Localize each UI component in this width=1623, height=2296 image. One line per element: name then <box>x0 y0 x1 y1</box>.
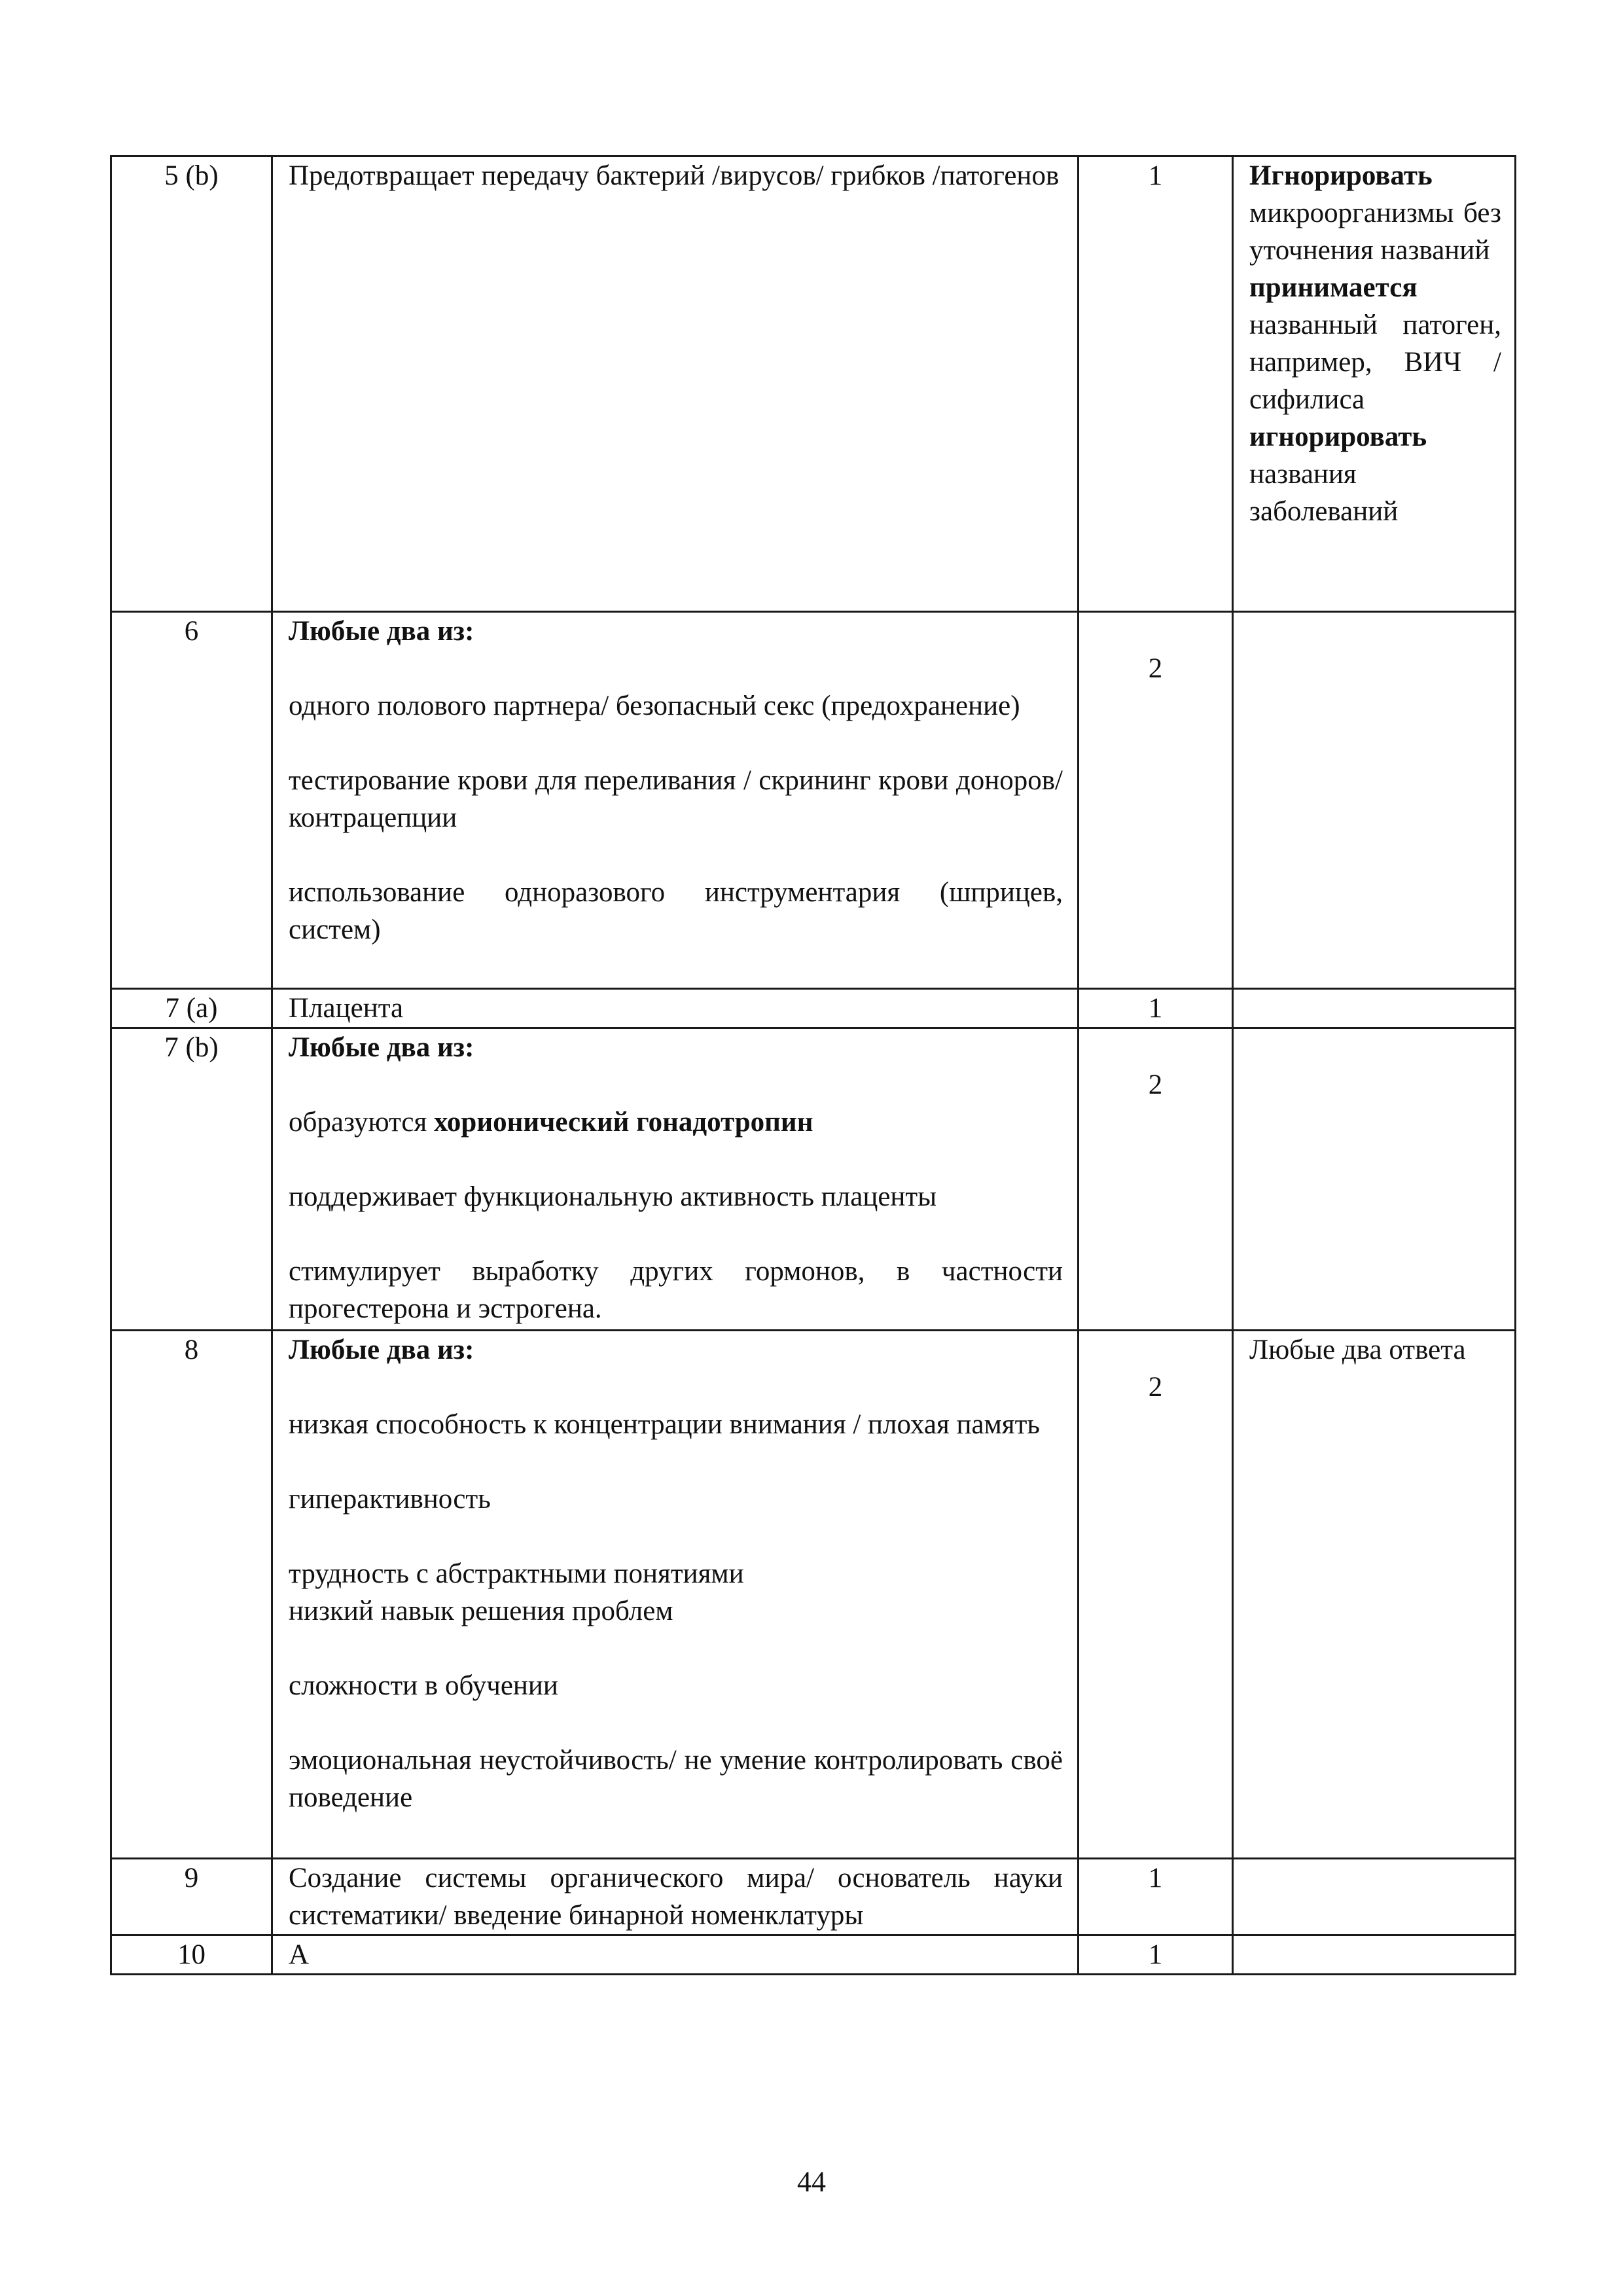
marking-scheme-table <box>110 155 1516 1975</box>
guidance-cell <box>1233 1859 1516 1935</box>
table-row <box>111 1028 1516 1331</box>
table-row <box>111 989 1516 1028</box>
table-row <box>111 612 1516 989</box>
guidance-cell <box>1233 989 1516 1028</box>
guidance-cell <box>1233 1331 1516 1859</box>
answer-item: тестирование крови для переливания / скрининг крови доноров/ контрацепции <box>289 765 1063 833</box>
points-cell <box>1079 1028 1233 1331</box>
table-row <box>111 1331 1516 1859</box>
points-cell: 1 <box>1079 989 1233 1028</box>
answer-item: низкий навык решения проблем <box>289 1596 673 1626</box>
answer-cell <box>272 989 1079 1028</box>
question-number: 10 <box>111 1935 272 1975</box>
guidance-text: Любые два ответа <box>1249 1335 1466 1365</box>
points-value: 2 <box>1148 1069 1163 1100</box>
page-number: 44 <box>797 2166 826 2198</box>
answer-text: Предотвращает передачу бактерий /вирусов/ грибков /патогенов <box>289 160 1060 191</box>
answer-text: Создание системы органического мира/ основатель науки систематики/ введение бинарной номенклатуры <box>289 1863 1063 1931</box>
guidance-cell <box>1233 1935 1516 1975</box>
answer-cell <box>272 1331 1079 1859</box>
points-value: 2 <box>1148 653 1163 684</box>
answer-item: сложности в обучении <box>289 1670 558 1701</box>
points-value: 2 <box>1148 1372 1163 1403</box>
question-number: 9 <box>111 1859 272 1935</box>
answer-item: одного полового партнера/ безопасный секс (предохранение) <box>289 691 1020 721</box>
answer-item: стимулирует выработку других гормонов, в частности прогестерона и эстрогена. <box>289 1256 1063 1324</box>
answer-item-text: образуются <box>289 1107 435 1138</box>
points-cell: 1 <box>1079 1859 1233 1935</box>
answer-item <box>289 1103 1063 1141</box>
question-number: 8 <box>111 1331 272 1859</box>
guidance-cell <box>1233 156 1516 612</box>
answer-heading: Любые два из: <box>289 1032 474 1063</box>
points-cell <box>1079 1331 1233 1859</box>
points-cell <box>1079 612 1233 989</box>
table-row <box>111 1859 1516 1935</box>
question-number: 7 (b) <box>111 1028 272 1331</box>
answer-item: эмоциональная неустойчивость/ не умение контролировать своё поведение <box>289 1745 1063 1813</box>
question-number: 7 (a) <box>111 989 272 1028</box>
points-cell: 1 <box>1079 156 1233 612</box>
guidance-text: игнорировать <box>1249 422 1427 452</box>
answer-cell <box>272 1859 1079 1935</box>
answer-cell <box>272 1935 1079 1975</box>
question-number: 6 <box>111 612 272 989</box>
question-number: 5 (b) <box>111 156 272 612</box>
table-row <box>111 156 1516 612</box>
guidance-text: принимается <box>1249 272 1418 303</box>
answer-item: использование одноразового инструментария (шприцев, систем) <box>289 877 1063 945</box>
guidance-text: названия заболеваний <box>1249 459 1399 527</box>
answer-cell <box>272 612 1079 989</box>
guidance-text: названный патоген, например, ВИЧ / сифилиса <box>1249 310 1501 415</box>
answer-item: поддерживает функциональную активность плаценты <box>289 1181 937 1212</box>
answer-cell <box>272 156 1079 612</box>
answer-heading: Любые два из: <box>289 1335 474 1365</box>
guidance-text: Игнорировать <box>1249 160 1433 191</box>
answer-text: A <box>289 1939 310 1970</box>
points-cell: 1 <box>1079 1935 1233 1975</box>
answer-item: гиперактивность <box>289 1484 491 1515</box>
answer-item-keyword: хорионический гонадотропин <box>434 1107 813 1138</box>
answer-item: трудность с абстрактными понятиями <box>289 1558 744 1589</box>
guidance-cell <box>1233 1028 1516 1331</box>
guidance-cell <box>1233 612 1516 989</box>
table-row <box>111 1935 1516 1975</box>
answer-text: Плацента <box>289 993 404 1024</box>
guidance-text: микроорганизмы без уточнения названий <box>1249 198 1501 266</box>
answer-item: низкая способность к концентрации внимания / плохая память <box>289 1409 1040 1440</box>
answer-cell <box>272 1028 1079 1331</box>
answer-heading: Любые два из: <box>289 616 474 647</box>
